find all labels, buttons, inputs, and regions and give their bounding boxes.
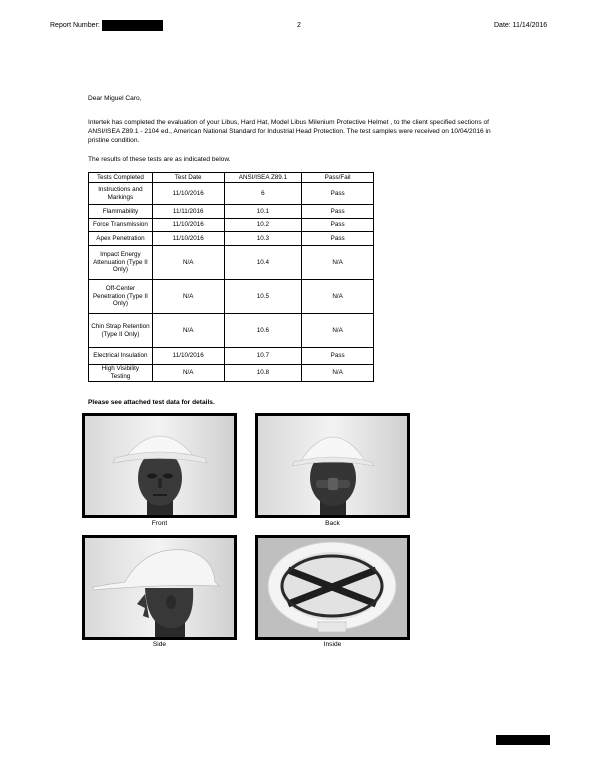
table-row [89, 183, 374, 205]
table-cell: Force Transmission [89, 219, 153, 232]
page-number: 2 [297, 22, 301, 29]
column-header: Test Date [152, 173, 224, 183]
table-cell: 11/10/2016 [152, 219, 224, 232]
caption-back: Back [325, 520, 340, 527]
table-cell: 10.6 [224, 314, 302, 348]
redacted-report-number [102, 20, 163, 31]
salutation: Dear Miguel Caro, [88, 95, 142, 102]
caption-inside: Inside [323, 641, 342, 648]
table-cell: 11/10/2016 [152, 183, 224, 205]
results-intro: The results of these tests are as indicated below. [88, 156, 231, 163]
table-cell: Electrical Insulation [89, 348, 153, 365]
table-row [89, 205, 374, 219]
table-row [89, 219, 374, 232]
table-cell: Off-Center Penetration (Type II Only) [89, 280, 153, 314]
photo-front [82, 413, 237, 518]
table-cell: N/A [152, 246, 224, 280]
table-cell: N/A [302, 365, 374, 382]
helmet-side-image [85, 538, 234, 637]
table-cell: 10.7 [224, 348, 302, 365]
results-table [88, 172, 374, 382]
table-cell: N/A [302, 314, 374, 348]
table-row [89, 246, 374, 280]
helmet-inside-image [258, 538, 407, 637]
caption-front: Front [151, 520, 168, 527]
letter-body: Intertek has completed the evaluation of your Libus, Hard Hat, Model Libus Milenium Protective Helmet , to the client specified sections of ANSI/ISEA Z89.1 - 2104 ed., American National Standard for Industrial Head Protection. The test samples were received on 10/04/2016 in pristine condition. [88, 119, 491, 145]
table-cell: Apex Penetration [89, 232, 153, 246]
table-cell: Pass [302, 183, 374, 205]
table-cell: 10.8 [224, 365, 302, 382]
caption-side: Side [152, 641, 167, 648]
table-cell: Pass [302, 205, 374, 219]
column-header: Pass/Fail [302, 173, 374, 183]
table-cell: N/A [152, 280, 224, 314]
photo-back [255, 413, 410, 518]
table-row [89, 314, 374, 348]
report-date: Date: 11/14/2016 [494, 22, 548, 29]
table-cell: High Visibility Testing [89, 365, 153, 382]
table-cell: Pass [302, 219, 374, 232]
helmet-front-image [85, 416, 234, 515]
table-cell: 10.1 [224, 205, 302, 219]
redacted-signature [496, 735, 550, 745]
table-cell: 10.5 [224, 280, 302, 314]
table-cell: Instructions and Markings [89, 183, 153, 205]
table-cell: Pass [302, 232, 374, 246]
table-cell: N/A [152, 365, 224, 382]
table-cell: 11/11/2016 [152, 205, 224, 219]
helmet-back-image [258, 416, 407, 515]
photo-inside [255, 535, 410, 640]
table-cell: Pass [302, 348, 374, 365]
table-row [89, 348, 374, 365]
table-cell: 11/10/2016 [152, 232, 224, 246]
report-number-label: Report Number: [50, 22, 100, 29]
table-cell: N/A [152, 314, 224, 348]
column-header: Tests Completed [89, 173, 153, 183]
see-attached-note: Please see attached test data for details. [88, 399, 215, 406]
table-cell: 6 [224, 183, 302, 205]
table-cell: 10.3 [224, 232, 302, 246]
table-cell: N/A [302, 280, 374, 314]
column-header: ANSI/ISEA Z89.1 [224, 173, 302, 183]
table-cell: Flammability [89, 205, 153, 219]
table-header-row [89, 173, 374, 183]
photo-side [82, 535, 237, 640]
table-row [89, 232, 374, 246]
table-row [89, 280, 374, 314]
table-cell: Impact Energy Attenuation (Type II Only) [89, 246, 153, 280]
table-cell: 10.2 [224, 219, 302, 232]
table-cell: 11/10/2016 [152, 348, 224, 365]
table-cell: Chin Strap Retention (Type II Only) [89, 314, 153, 348]
table-row [89, 365, 374, 382]
table-cell: N/A [302, 246, 374, 280]
table-cell: 10.4 [224, 246, 302, 280]
